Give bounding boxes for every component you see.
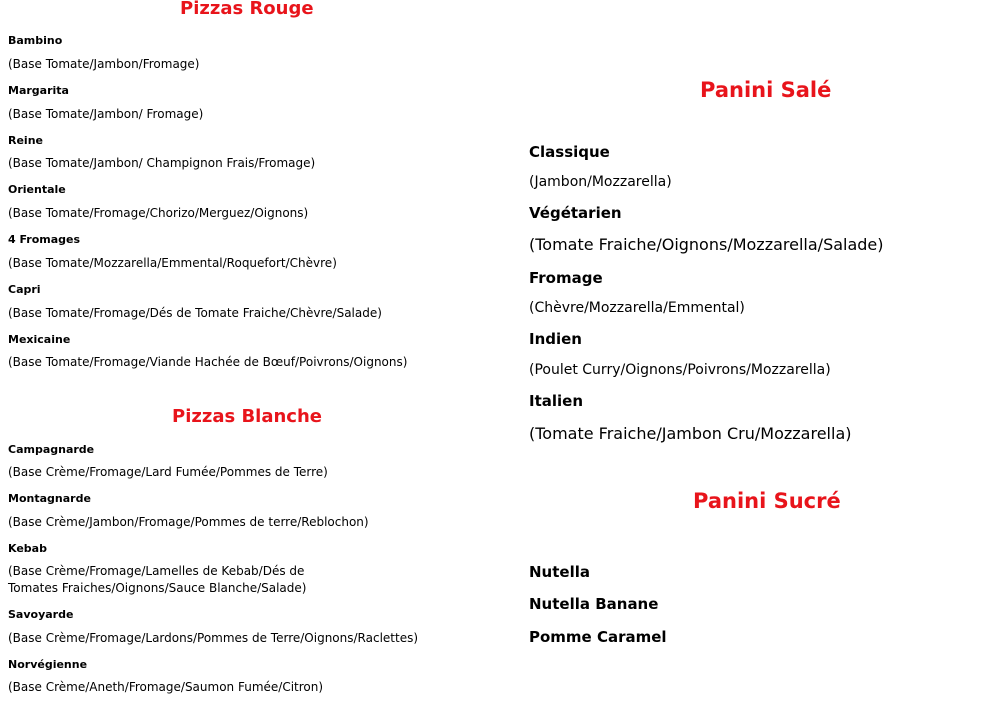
menu-item-name: Bambino xyxy=(8,34,63,47)
section-title-panini-sucre: Panini Sucré xyxy=(693,489,841,513)
menu-item-name: Reine xyxy=(8,134,43,147)
menu-item-description: (Base Crème/Fromage/Lard Fumée/Pommes de Terre) xyxy=(8,465,328,479)
menu-item-description: (Base Crème/Fromage/Lardons/Pommes de Terre/Oignons/Raclettes) xyxy=(8,631,419,645)
menu-item-description: (Base Tomate/Fromage/Viande Hachée de Bœuf/Poivrons/Oignons) xyxy=(8,355,408,369)
menu-item-name: Mexicaine xyxy=(8,333,71,346)
section-title-panini-sale: Panini Salé xyxy=(700,78,832,102)
menu-item-name: Capri xyxy=(8,283,41,296)
menu-item-description: (Tomate Fraiche/Jambon Cru/Mozzarella) xyxy=(529,424,852,443)
menu-item-description: (Base Tomate/Fromage/Chorizo/Merguez/Oignons) xyxy=(8,206,309,220)
menu-item-description: (Base Crème/Fromage/Lamelles de Kebab/Dés de Tomates Fraiches/Oignons/Sauce Blanche/Salade) xyxy=(8,564,307,595)
menu-item-description: (Base Tomate/Jambon/Fromage) xyxy=(8,57,200,71)
menu-item-name: Savoyarde xyxy=(8,608,74,621)
menu-item-name: Pomme Caramel xyxy=(529,628,667,646)
menu-item-name: Orientale xyxy=(8,183,66,196)
menu-item-description: (Base Tomate/Fromage/Dés de Tomate Fraiche/Chèvre/Salade) xyxy=(8,306,382,320)
menu-item-name: Italien xyxy=(529,392,584,410)
section-title-pizzas-blanche: Pizzas Blanche xyxy=(172,406,322,427)
menu-item-description: (Poulet Curry/Oignons/Poivrons/Mozzarella) xyxy=(529,362,831,378)
menu-item-description: (Base Crème/Aneth/Fromage/Saumon Fumée/Citron) xyxy=(8,680,324,694)
menu-item-description: (Tomate Fraiche/Oignons/Mozzarella/Salade) xyxy=(529,235,884,254)
menu-item-name: Kebab xyxy=(8,542,47,555)
menu-item-name: Fromage xyxy=(529,269,603,287)
menu-item-description: (Base Tomate/Jambon/ Fromage) xyxy=(8,107,204,121)
menu-item-name: Norvégienne xyxy=(8,658,88,671)
menu-item-description: (Chèvre/Mozzarella/Emmental) xyxy=(529,300,745,316)
section-title-pizzas-rouge: Pizzas Rouge xyxy=(180,0,314,19)
menu-item-description: (Base Tomate/Jambon/ Champignon Frais/Fromage) xyxy=(8,156,316,170)
menu-item-description: (Base Tomate/Mozzarella/Emmental/Roquefort/Chèvre) xyxy=(8,256,337,270)
menu-item-name: Margarita xyxy=(8,84,69,97)
menu-item-name: Classique xyxy=(529,143,610,161)
menu-item-name: 4 Fromages xyxy=(8,233,81,246)
menu-item-name: Nutella Banane xyxy=(529,595,659,613)
menu-item-description: (Base Crème/Jambon/Fromage/Pommes de terre/Reblochon) xyxy=(8,515,369,529)
menu-item-name: Indien xyxy=(529,330,582,348)
menu-item-name: Montagnarde xyxy=(8,492,91,505)
menu-item-name: Campagnarde xyxy=(8,443,95,456)
menu-item-description: (Jambon/Mozzarella) xyxy=(529,174,672,190)
menu-item-name: Nutella xyxy=(529,563,590,581)
menu-item-name: Végétarien xyxy=(529,204,622,222)
